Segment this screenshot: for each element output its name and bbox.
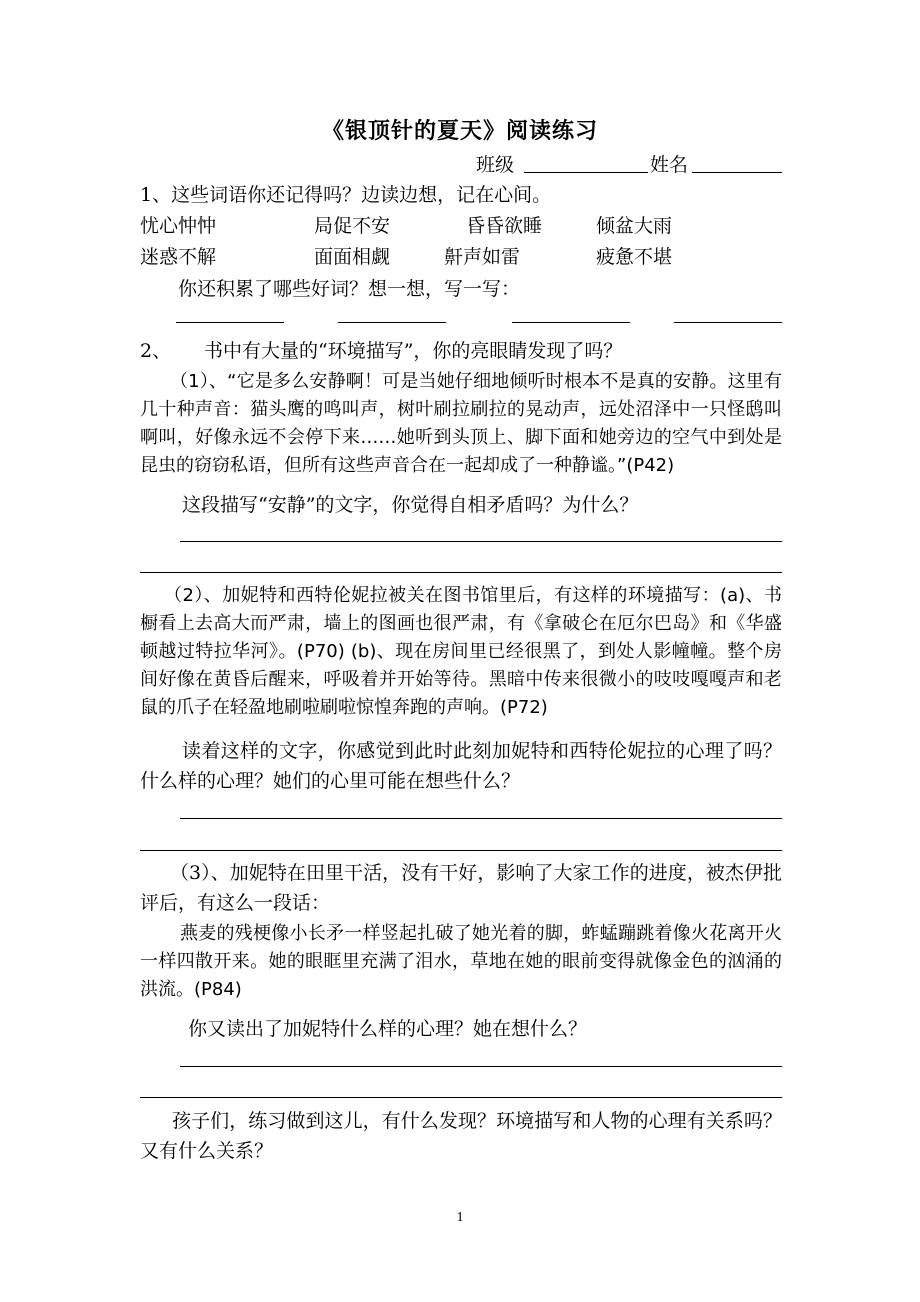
- answer-line[interactable]: [140, 572, 782, 573]
- q1-prompt: 1、这些词语你还记得吗？边读边想，记在心间。: [140, 184, 552, 206]
- name-blank[interactable]: [692, 172, 782, 173]
- class-label: 班级: [476, 154, 515, 176]
- answer-line[interactable]: [180, 818, 782, 819]
- question-3: 你又读出了加妮特什么样的心理？她在想什么？: [188, 1018, 588, 1040]
- word-item: 鼾声如雷: [444, 246, 521, 268]
- q2-number: 2、: [140, 340, 172, 362]
- word-item: 局促不安: [314, 215, 391, 237]
- question-1: 这段描写“安静”的文字，你觉得自相矛盾吗？为什么？: [182, 494, 639, 516]
- passage-2: （2）、加妮特和西特伦妮拉被关在图书馆里后，有这样的环境描写：(a)、书橱看上去高大而严肃，墙上的图画也很严肃，有《拿破仑在厄尔巴岛》和《华盛顿越过特拉华河》。(P70) (b)、现在房间里已经很黑了，到处人影幢幢。整个房间好像在黄昏后醒来，呼吸着并开始等待。黑暗中传来很微小的吱吱嘎嘎声和老鼠的爪子在轻盈地刷啦刷啦惊惶奔跑的声响。(P72): [140, 585, 782, 718]
- answer-blank[interactable]: [338, 322, 446, 323]
- page-title: 《银顶针的夏天》阅读练习: [321, 118, 598, 144]
- page-number: 1: [456, 1210, 464, 1225]
- question-2: 读着这样的文字，你感觉到此时此刻加妮特和西特伦妮拉的心理了吗？什么样的心理？她们的心里可能在想些什么？: [140, 740, 782, 792]
- word-item: 疲惫不堪: [596, 246, 673, 268]
- answer-line[interactable]: [180, 1066, 782, 1067]
- word-item: 昏昏欲睡: [466, 215, 543, 237]
- closing-question: 孩子们，练习做到这儿，有什么发现？环境描写和人物的心理有关系吗？又有什么关系？: [140, 1110, 782, 1162]
- answer-line[interactable]: [140, 1097, 782, 1098]
- passage-1: （1）、“它是多么安静啊！可是当她仔细地倾听时根本不是真的安静。这里有几十种声音：猫头鹰的鸣叫声，树叶刷拉刷拉的晃动声，远处沼泽中一只怪鸱叫啊叫，好像永远不会停下来……她听到头顶上、脚下面和她旁边的空气中到处是昆虫的窃窃私语，但所有这些声音合在一起却成了一种静谧。”(P42): [140, 371, 782, 476]
- answer-line[interactable]: [140, 850, 782, 851]
- passage-3: 燕麦的残梗像小长矛一样竖起扎破了她光着的脚，蚱蜢蹦跳着像火花离开火一样四散开来。她的眼眶里充满了泪水，草地在她的眼前变得就像金色的汹涌的洪流。(P84): [140, 923, 782, 1000]
- part3-intro: （3）、加妮特在田里干活，没有干好，影响了大家工作的进度，被杰伊批评后，有这么一段话：: [140, 862, 782, 914]
- answer-blank[interactable]: [512, 322, 630, 323]
- word-item: 忧心忡忡: [140, 215, 217, 237]
- class-blank[interactable]: [524, 172, 648, 173]
- q2-prompt: 书中有大量的“环境描写”，你的亮眼睛发现了吗？: [204, 340, 623, 362]
- word-item: 倾盆大雨: [596, 215, 673, 237]
- answer-blank[interactable]: [176, 322, 284, 323]
- word-item: 面面相觑: [314, 246, 391, 268]
- name-label: 姓名: [650, 154, 689, 176]
- word-item: 迷惑不解: [140, 246, 217, 268]
- answer-line[interactable]: [180, 541, 782, 542]
- answer-blank[interactable]: [674, 322, 782, 323]
- q1-followup: 你还积累了哪些好词？想一想，写一写：: [178, 278, 521, 300]
